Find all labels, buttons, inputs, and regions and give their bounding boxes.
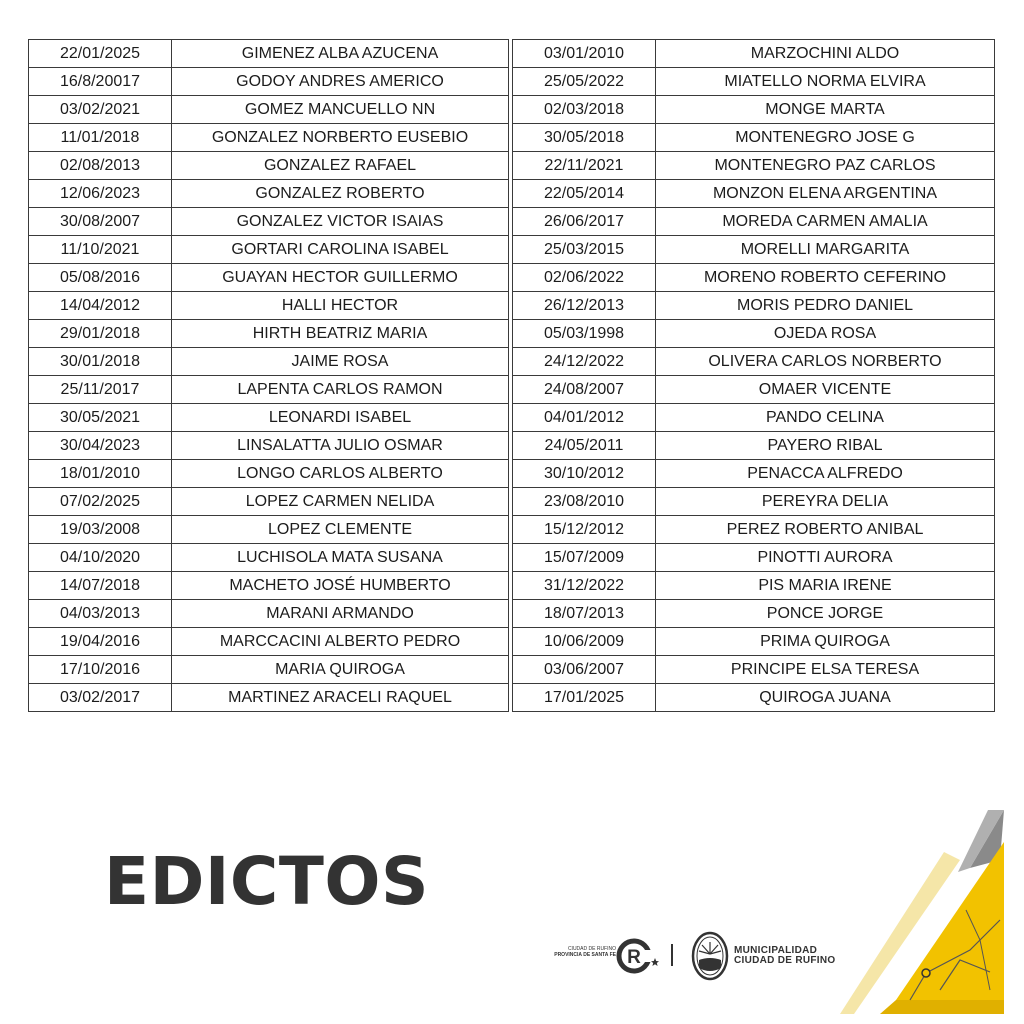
name-cell: OMAER VICENTE <box>656 376 995 404</box>
name-cell: PEREYRA DELIA <box>656 488 995 516</box>
city-logo-line2: PROVINCIA DE SANTA FE <box>554 952 616 958</box>
name-cell: PENACCA ALFREDO <box>656 460 995 488</box>
name-cell: MACHETO JOSÉ HUMBERTO <box>172 572 509 600</box>
date-cell: 12/06/2023 <box>29 180 172 208</box>
table-row <box>513 460 995 488</box>
date-cell: 07/02/2025 <box>29 488 172 516</box>
name-cell: MARZOCHINI ALDO <box>656 40 995 68</box>
name-cell: MARTINEZ ARACELI RAQUEL <box>172 684 509 712</box>
name-cell: MARANI ARMANDO <box>172 600 509 628</box>
name-cell: LEONARDI ISABEL <box>172 404 509 432</box>
name-cell: LINSALATTA JULIO OSMAR <box>172 432 509 460</box>
name-cell: PINOTTI AURORA <box>656 544 995 572</box>
table-row <box>29 600 509 628</box>
name-cell: GOMEZ MANCUELLO NN <box>172 96 509 124</box>
name-cell: GONZALEZ ROBERTO <box>172 180 509 208</box>
table-row <box>513 180 995 208</box>
date-cell: 02/08/2013 <box>29 152 172 180</box>
logo-area <box>540 928 860 984</box>
name-cell: LOPEZ CLEMENTE <box>172 516 509 544</box>
name-cell: MORIS PEDRO DANIEL <box>656 292 995 320</box>
name-cell: MARIA QUIROGA <box>172 656 509 684</box>
name-cell: PIS MARIA IRENE <box>656 572 995 600</box>
table-row <box>29 684 509 712</box>
table-row <box>29 68 509 96</box>
table-row <box>513 124 995 152</box>
date-cell: 03/01/2010 <box>513 40 656 68</box>
table-row <box>29 516 509 544</box>
date-cell: 03/02/2021 <box>29 96 172 124</box>
date-cell: 24/12/2022 <box>513 348 656 376</box>
date-cell: 14/07/2018 <box>29 572 172 600</box>
date-cell: 24/05/2011 <box>513 432 656 460</box>
date-cell: 04/03/2013 <box>29 600 172 628</box>
table-row <box>513 68 995 96</box>
name-cell: OLIVERA CARLOS NORBERTO <box>656 348 995 376</box>
monogram-letter: R <box>627 947 641 968</box>
name-cell: GONZALEZ VICTOR ISAIAS <box>172 208 509 236</box>
name-cell: MORELLI MARGARITA <box>656 236 995 264</box>
date-cell: 18/01/2010 <box>29 460 172 488</box>
table-row <box>29 348 509 376</box>
date-cell: 30/04/2023 <box>29 432 172 460</box>
date-cell: 30/05/2018 <box>513 124 656 152</box>
table-row <box>513 96 995 124</box>
table-row <box>29 320 509 348</box>
date-cell: 03/06/2007 <box>513 656 656 684</box>
table-row <box>513 40 995 68</box>
date-cell: 02/06/2022 <box>513 264 656 292</box>
name-cell: GONZALEZ NORBERTO EUSEBIO <box>172 124 509 152</box>
table-row <box>513 600 995 628</box>
date-cell: 05/08/2016 <box>29 264 172 292</box>
name-cell: JAIME ROSA <box>172 348 509 376</box>
date-cell: 29/01/2018 <box>29 320 172 348</box>
name-cell: PANDO CELINA <box>656 404 995 432</box>
date-cell: 26/12/2013 <box>513 292 656 320</box>
table-row <box>29 376 509 404</box>
table-row <box>29 488 509 516</box>
date-cell: 02/03/2018 <box>513 96 656 124</box>
municipal-seal-icon <box>690 930 730 982</box>
table-row <box>513 236 995 264</box>
date-cell: 30/10/2012 <box>513 460 656 488</box>
date-cell: 04/10/2020 <box>29 544 172 572</box>
name-cell: GUAYAN HECTOR GUILLERMO <box>172 264 509 292</box>
date-cell: 30/05/2021 <box>29 404 172 432</box>
table-row <box>513 208 995 236</box>
date-cell: 11/01/2018 <box>29 124 172 152</box>
municipality-line1: MUNICIPALIDAD <box>734 945 818 956</box>
date-cell: 17/01/2025 <box>513 684 656 712</box>
page-title: EDICTOS <box>104 843 430 920</box>
table-row <box>513 516 995 544</box>
date-cell: 19/04/2016 <box>29 628 172 656</box>
table-row <box>513 628 995 656</box>
date-cell: 10/06/2009 <box>513 628 656 656</box>
name-cell: MONGE MARTA <box>656 96 995 124</box>
date-cell: 30/08/2007 <box>29 208 172 236</box>
table-row <box>29 544 509 572</box>
table-row <box>29 124 509 152</box>
name-cell: MIATELLO NORMA ELVIRA <box>656 68 995 96</box>
date-cell: 26/06/2017 <box>513 208 656 236</box>
date-cell: 17/10/2016 <box>29 656 172 684</box>
table-row <box>513 656 995 684</box>
name-cell: LAPENTA CARLOS RAMON <box>172 376 509 404</box>
table-row <box>29 460 509 488</box>
city-logo-line1: CIUDAD DE RUFINO <box>567 946 616 952</box>
date-cell: 18/07/2013 <box>513 600 656 628</box>
name-cell: HALLI HECTOR <box>172 292 509 320</box>
table-row <box>513 404 995 432</box>
date-cell: 03/02/2017 <box>29 684 172 712</box>
cr-monogram-icon <box>616 936 660 976</box>
table-row <box>29 292 509 320</box>
name-cell: GODOY ANDRES AMERICO <box>172 68 509 96</box>
date-cell: 22/11/2021 <box>513 152 656 180</box>
table-row <box>29 180 509 208</box>
name-cell: LUCHISOLA MATA SUSANA <box>172 544 509 572</box>
deaths-table-left <box>28 39 509 712</box>
table-body-left <box>29 40 509 712</box>
table-row <box>29 96 509 124</box>
date-cell: 22/01/2025 <box>29 40 172 68</box>
name-cell: MARCCACINI ALBERTO PEDRO <box>172 628 509 656</box>
name-cell: LONGO CARLOS ALBERTO <box>172 460 509 488</box>
name-cell: MONTENEGRO PAZ CARLOS <box>656 152 995 180</box>
name-cell: MORENO ROBERTO CEFERINO <box>656 264 995 292</box>
table-row <box>513 488 995 516</box>
name-cell: PEREZ ROBERTO ANIBAL <box>656 516 995 544</box>
name-cell: GIMENEZ ALBA AZUCENA <box>172 40 509 68</box>
logo-divider <box>671 944 673 966</box>
name-cell: GORTARI CAROLINA ISABEL <box>172 236 509 264</box>
name-cell: QUIROGA JUANA <box>656 684 995 712</box>
date-cell: 15/07/2009 <box>513 544 656 572</box>
table-row <box>513 320 995 348</box>
corner-map-decoration <box>840 800 1024 1024</box>
table-row <box>29 656 509 684</box>
name-cell: GONZALEZ RAFAEL <box>172 152 509 180</box>
table-row <box>29 236 509 264</box>
table-body-right <box>513 40 995 712</box>
city-logo-text <box>540 946 616 958</box>
date-cell: 23/08/2010 <box>513 488 656 516</box>
date-cell: 22/05/2014 <box>513 180 656 208</box>
table-row <box>513 376 995 404</box>
date-cell: 25/11/2017 <box>29 376 172 404</box>
table-row <box>29 208 509 236</box>
date-cell: 14/04/2012 <box>29 292 172 320</box>
table-row <box>513 264 995 292</box>
deaths-table-right <box>512 39 995 712</box>
table-row <box>29 40 509 68</box>
date-cell: 19/03/2008 <box>29 516 172 544</box>
date-cell: 15/12/2012 <box>513 516 656 544</box>
table-row <box>513 544 995 572</box>
name-cell: OJEDA ROSA <box>656 320 995 348</box>
name-cell: PAYERO RIBAL <box>656 432 995 460</box>
date-cell: 25/05/2022 <box>513 68 656 96</box>
name-cell: PONCE JORGE <box>656 600 995 628</box>
table-row <box>29 432 509 460</box>
date-cell: 04/01/2012 <box>513 404 656 432</box>
name-cell: MOREDA CARMEN AMALIA <box>656 208 995 236</box>
table-row <box>29 572 509 600</box>
table-row <box>29 152 509 180</box>
table-row <box>513 432 995 460</box>
date-cell: 16/8/20017 <box>29 68 172 96</box>
table-row <box>513 348 995 376</box>
date-cell: 24/08/2007 <box>513 376 656 404</box>
table-row <box>29 628 509 656</box>
date-cell: 05/03/1998 <box>513 320 656 348</box>
name-cell: MONZON ELENA ARGENTINA <box>656 180 995 208</box>
table-row <box>29 404 509 432</box>
date-cell: 11/10/2021 <box>29 236 172 264</box>
table-row <box>513 572 995 600</box>
name-cell: MONTENEGRO JOSE G <box>656 124 995 152</box>
table-row <box>513 292 995 320</box>
municipality-name <box>734 946 835 966</box>
municipality-line2: CIUDAD DE RUFINO <box>734 955 836 966</box>
table-row <box>29 264 509 292</box>
name-cell: HIRTH BEATRIZ MARIA <box>172 320 509 348</box>
table-row <box>513 684 995 712</box>
date-cell: 25/03/2015 <box>513 236 656 264</box>
name-cell: PRIMA QUIROGA <box>656 628 995 656</box>
table-row <box>513 152 995 180</box>
date-cell: 31/12/2022 <box>513 572 656 600</box>
date-cell: 30/01/2018 <box>29 348 172 376</box>
name-cell: LOPEZ CARMEN NELIDA <box>172 488 509 516</box>
name-cell: PRINCIPE ELSA TERESA <box>656 656 995 684</box>
